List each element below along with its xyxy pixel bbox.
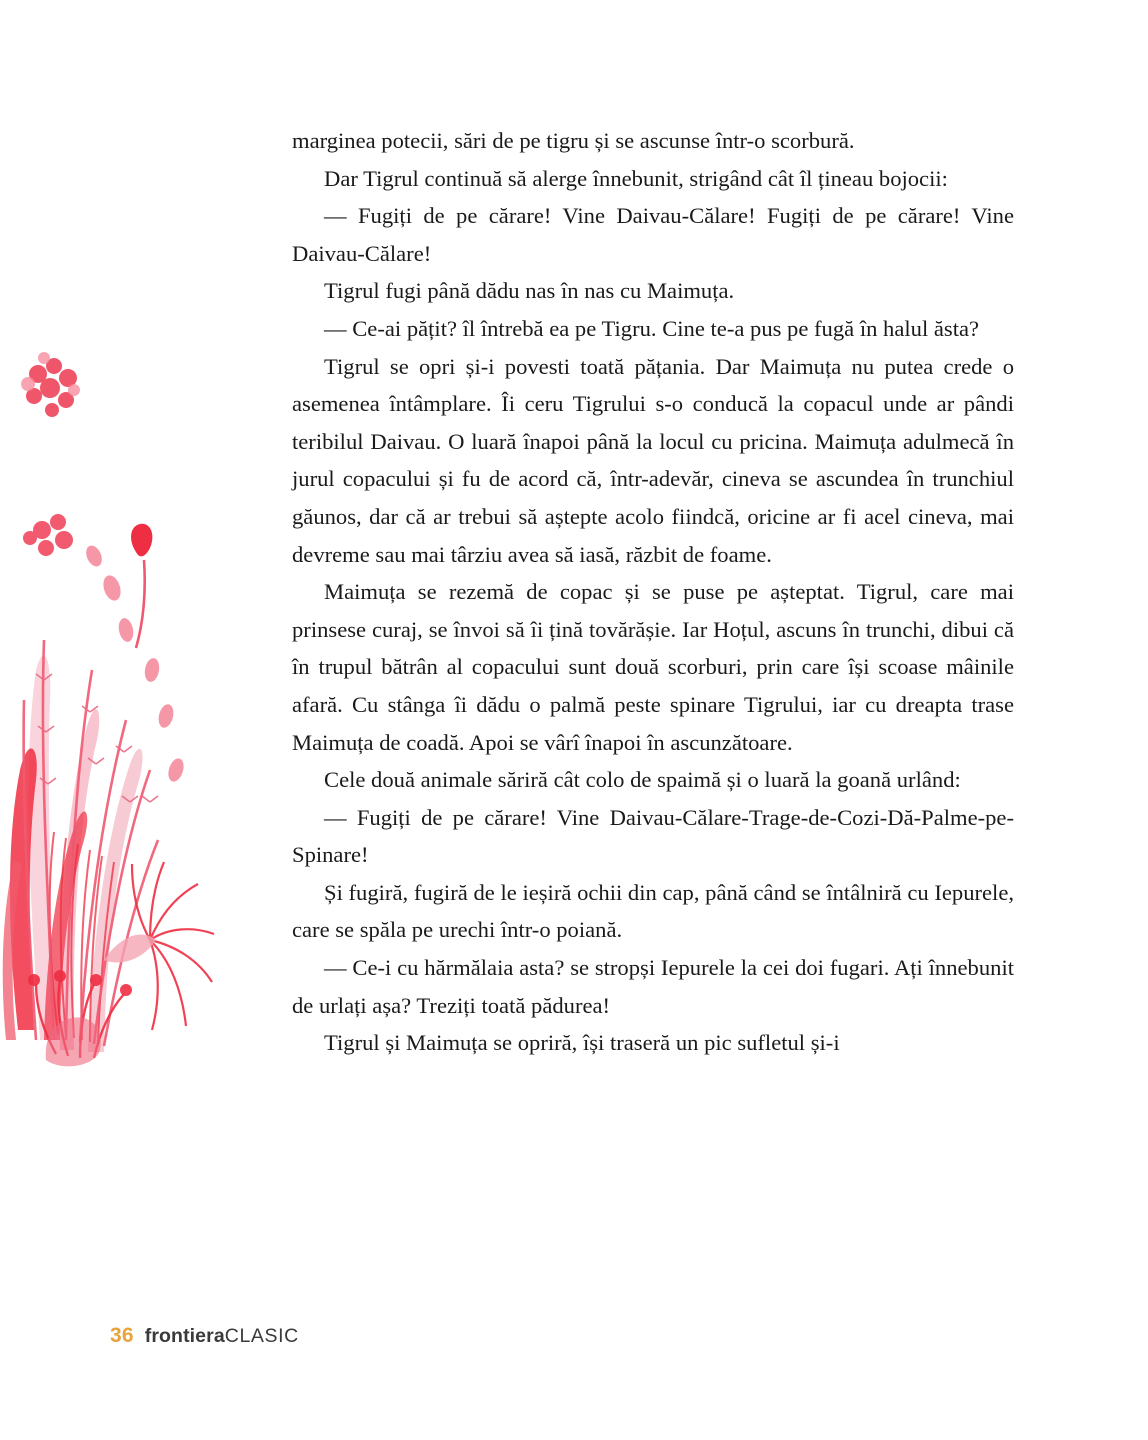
imprint-name: frontiera xyxy=(144,1325,225,1347)
paragraph: Cele două animale săriră cât colo de spaimă și o luară la goană urlând: xyxy=(324,767,961,793)
paragraph: — Fugiți de pe cărare! Vine Daivau-Călare! Fugiți de pe cărare! Vine Daivau-Călare! xyxy=(292,203,1014,266)
paragraph: — Fugiți de pe cărare! Vine Daivau-Călare-Trage-de-Cozi-Dă-Palme-pe-Spinare! xyxy=(292,804,1014,868)
publisher-imprint xyxy=(145,1325,299,1348)
page-footer xyxy=(110,1324,299,1348)
paragraph: — Ce-ai pățit? îl întrebă ea pe Tigru. Cine te-a pus pe fugă în halul ăsta? xyxy=(324,315,980,341)
page-text-column xyxy=(292,122,1014,1062)
paragraph: Dar Tigrul continuă să alerge înnebunit, strigând cât îl țineau bojocii: xyxy=(324,165,948,191)
paragraph: Și fugiră, fugiră de le ieșiră ochii din cap, până când se întâlniră cu Iepurele, care se spăla pe urechi într-o poiană. xyxy=(292,879,1014,943)
imprint-collection: CLASIC xyxy=(224,1325,299,1347)
page-number: 36 xyxy=(110,1324,134,1347)
paragraph: Tigrul și Maimuța se opriră, își traseră un pic sufletul și-i xyxy=(324,1030,840,1056)
paragraph: Maimuța se rezemă de copac și se puse pe așteptat. Tigrul, care mai prinsese curaj, se învoi să îi țină tovărășie. Iar Hoțul, ascuns în trunchi, dibui că în trupul bătrân al copacului sunt două scorburi, prin care își scoase mâinile afară. Cu stânga îi dădu o palmă peste spinare Tigrului, iar cu dreapta trase Maimuța de coadă. Apoi se vârî înapoi în ascunzătoare. xyxy=(292,579,1014,755)
coral-plants-illustration xyxy=(0,340,230,1080)
paragraph: Tigrul fugi până dădu nas în nas cu Maimuța. xyxy=(324,278,735,304)
paragraph: — Ce-i cu hărmălaia asta? se stropși Iepurele la cei doi fugari. Ați înnebunit de urlați așa? Treziți toată pădurea! xyxy=(292,955,1014,1018)
paragraph: marginea potecii, sări de pe tigru și se ascunse într-o scorbură. xyxy=(292,128,855,153)
paragraph: Tigrul se opri și-i povesti toată pățania. Dar Maimuța nu putea crede o asemenea întâmplare. Îi ceru Tigrului s-o conducă la copacul unde ar pândi teribilul Daivau. O luară înapoi până la locul cu pricina. Maimuța adulmecă în jurul copacului și fu de acord că, într-adevăr, cineva se ascundea în trunchiul găunos, dar că ar trebui să aștepte acolo fiindcă, oricine ar fi acel cineva, mai devreme sau mai târziu avea să iasă, răzbit de foame. xyxy=(292,353,1014,567)
